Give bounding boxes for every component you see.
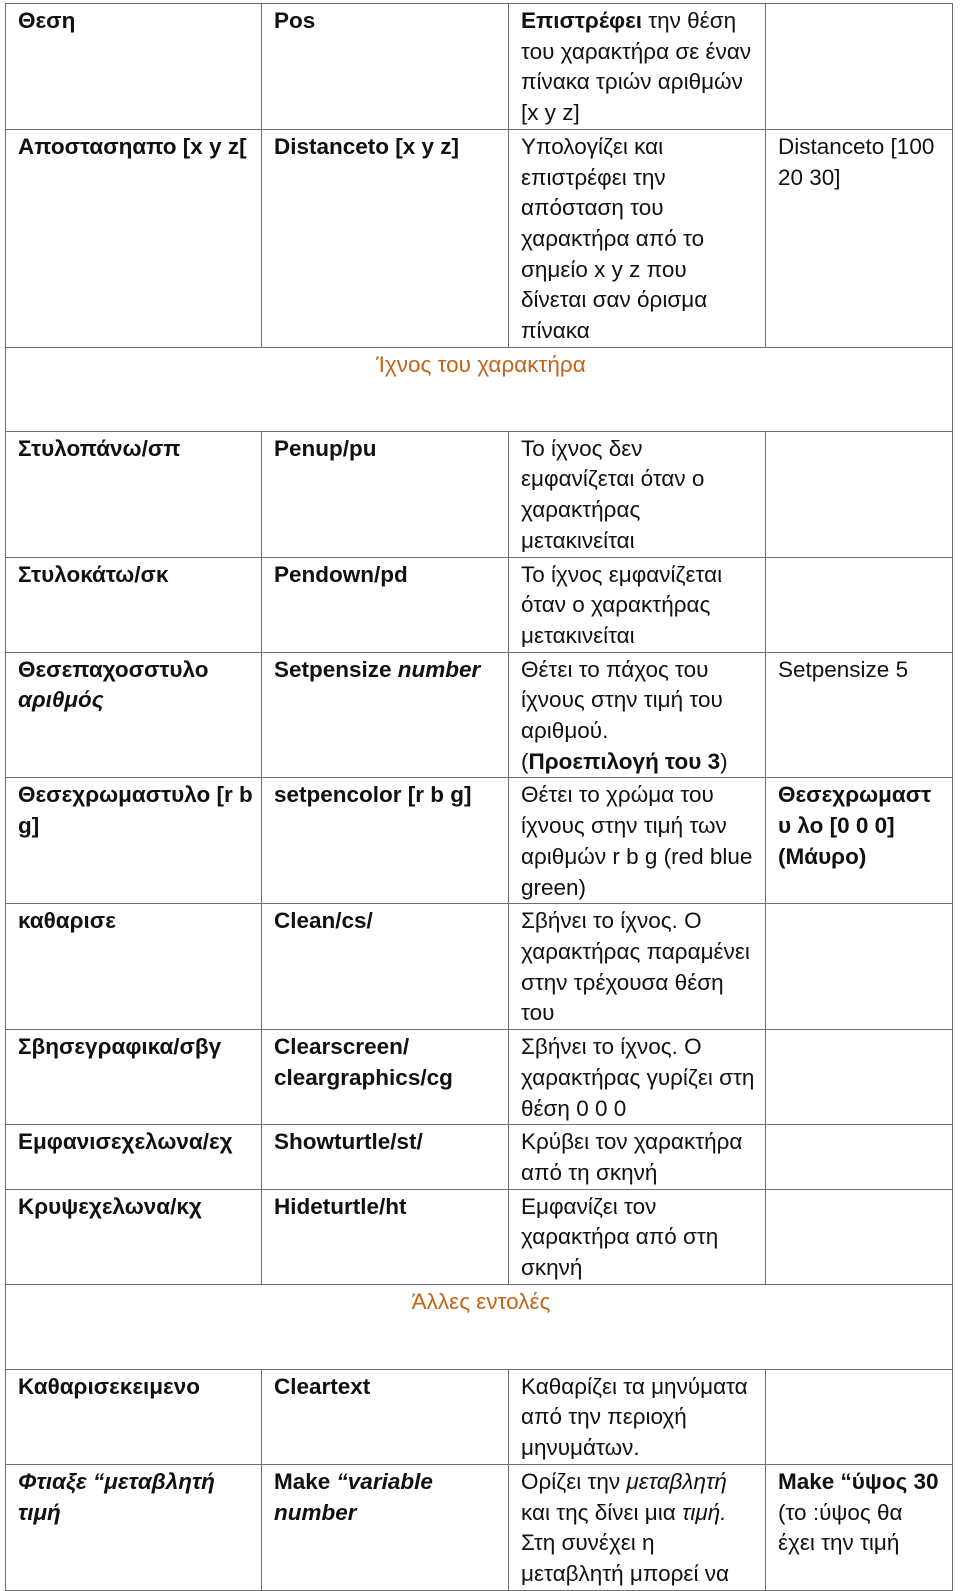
table-row (6, 1125, 953, 1189)
cell-command-greek: Καθαρισεκειμενο (6, 1369, 262, 1464)
table-row (6, 1189, 953, 1284)
cell-command-greek: Φτιαξε “μεταβλητή τιμή (6, 1464, 262, 1590)
cell-example (766, 904, 953, 1030)
command-argument: αριθμός (18, 687, 104, 713)
cell-example (766, 1030, 953, 1125)
cell-command-english: setpencolor [r b g] (262, 778, 509, 904)
cell-description: Υπολογίζει και επιστρέφει την απόσταση του χαρακτήρα από το σημείο x y z που δίνεται σαν όρισμα πίνακα (509, 129, 766, 347)
cell-command-english (262, 1464, 509, 1590)
description-text: Ορίζει την (521, 1468, 627, 1494)
cell-description: Το ίχνος δεν εμφανίζεται όταν ο χαρακτήρας μετακινείται (509, 431, 766, 557)
cell-command-greek: Στυλοπάνω/σπ (6, 431, 262, 557)
cell-description: Σβήνει το ίχνος. Ο χαρακτήρας παραμένει στην τρέχουσα θέση του (509, 904, 766, 1030)
cell-description: Σβήνει το ίχνος. Ο χαρακτήρας γυρίζει στη θέση 0 0 0 (509, 1030, 766, 1125)
cell-command-greek: Θεση (6, 4, 262, 130)
section-row (6, 1284, 953, 1369)
description-text: Θέτει το πάχος του ίχνους στην τιμή του αριθμού. (521, 656, 723, 744)
cell-description: Κρύβει τον χαρακτήρα από τη σκηνή (509, 1125, 766, 1189)
table-row (6, 652, 953, 778)
commands-table (5, 3, 953, 1591)
cell-example (766, 1464, 953, 1590)
cell-description: Το ίχνος εμφανίζεται όταν ο χαρακτήρας μετακινείται (509, 557, 766, 652)
paren-close: ) (720, 748, 728, 774)
cell-description (509, 1464, 766, 1590)
cell-command-english: Clearscreen/ cleargraphics/cg (262, 1030, 509, 1125)
cell-command-greek: Θεσεχρωμαστυλο [r b g] (6, 778, 262, 904)
description-term: τιμή. (682, 1499, 727, 1525)
section-row (6, 347, 953, 431)
section-heading-trace: Ίχνος του χαρακτήρα (6, 347, 953, 431)
cell-example (766, 557, 953, 652)
cell-command-english: Clean/cs/ (262, 904, 509, 1030)
description-text: την θέση του χαρακτήρα σε έναν πίνακα τριών αριθμών [x y z] (521, 8, 752, 126)
cell-command-english: Showturtle/st/ (262, 1125, 509, 1189)
example-command: Make “ύψος 30 (778, 1468, 939, 1494)
command-name: Θεσεπαχοσστυλο (18, 656, 209, 682)
cell-command-greek: Στυλοκάτω/σκ (6, 557, 262, 652)
cell-command-english: Cleartext (262, 1369, 509, 1464)
cell-example (766, 778, 953, 904)
cell-description (509, 652, 766, 778)
table-row (6, 904, 953, 1030)
table-row (6, 1030, 953, 1125)
cell-example: Setpensize 5 (766, 652, 953, 778)
description-default (521, 747, 757, 778)
table-row (6, 431, 953, 557)
example-command: Θεσεχρωμαστυ λο [0 0 0] (778, 782, 932, 839)
cell-command-english: Distanceto [x y z] (262, 129, 509, 347)
table-row (6, 557, 953, 652)
cell-command-english (262, 652, 509, 778)
default-value-note: Προεπιλογή του 3 (528, 748, 721, 774)
cell-command-english: Pendown/pd (262, 557, 509, 652)
table-row (6, 129, 953, 347)
cell-command-greek: καθαρισε (6, 904, 262, 1030)
description-keyword: Επιστρέφει (521, 8, 643, 33)
cell-command-english: Pos (262, 4, 509, 130)
section-heading-other-commands: Άλλες εντολές (6, 1284, 953, 1369)
cell-description (509, 4, 766, 130)
cell-description: Εμφανίζει τον χαρακτήρα από στη σκηνή (509, 1189, 766, 1284)
table-row (6, 1464, 953, 1590)
cell-example (766, 431, 953, 557)
cell-command-greek: Εμφανισεχελωνα/εχ (6, 1125, 262, 1189)
cell-command-english: Penup/pu (262, 431, 509, 557)
table-row (6, 4, 953, 130)
cell-description: Θέτει το χρώμα του ίχνους στην τιμή των αριθμών r b g (red blue green) (509, 778, 766, 904)
description-text: Στη συνέχει η μεταβλητή μπορεί να (521, 1530, 729, 1586)
cell-command-english: Hideturtle/ht (262, 1189, 509, 1284)
command-name: Setpensize (274, 656, 398, 682)
cell-example: Distanceto [100 20 30] (766, 129, 953, 347)
description-text: και της δίνει μια (521, 1499, 683, 1525)
cell-command-greek: Σβησεγραφικα/σβγ (6, 1030, 262, 1125)
command-argument: number (397, 656, 481, 682)
description-term: μεταβλητή (626, 1468, 727, 1494)
cell-command-greek (6, 652, 262, 778)
cell-command-greek: Κρυψεχελωνα/κχ (6, 1189, 262, 1284)
cell-example (766, 1189, 953, 1284)
cell-description: Καθαρίζει τα μηνύματα από την περιοχή μηνυμάτων. (509, 1369, 766, 1464)
cell-example (766, 1125, 953, 1189)
cell-command-greek: Αποστασηαπο [x y z[ (6, 129, 262, 347)
cell-example (766, 1369, 953, 1464)
command-name: Make (274, 1468, 337, 1494)
paren-open: ( (521, 748, 529, 774)
example-note: (το :ύψος θα έχει την τιμή (778, 1499, 903, 1556)
table-row (6, 1369, 953, 1464)
command-argument: “variable number (274, 1468, 433, 1525)
example-note: (Μάυρο) (778, 843, 867, 869)
cell-example (766, 4, 953, 130)
table-row (6, 778, 953, 904)
